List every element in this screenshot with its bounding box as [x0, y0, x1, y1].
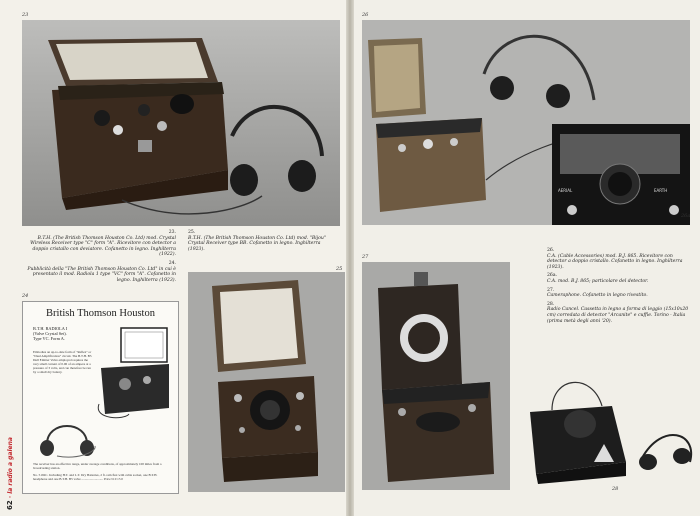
caption-25-number: 25.: [188, 230, 196, 235]
figure-28-number: 28: [612, 486, 619, 492]
caption-left-column: [22, 230, 176, 286]
caption-26-number: 26.: [547, 248, 555, 253]
photo-bth-bijou-receiver: [188, 272, 345, 492]
caption-25: [188, 230, 338, 255]
figure-23-number: 23: [22, 12, 29, 18]
ad-sub-form: Type VC. Form A.: [33, 336, 65, 341]
ad-illustration-receiver: [95, 324, 173, 420]
caption-right-column: [547, 248, 692, 327]
caption-26-text: C.A. (Cable Accessories) mod. B.J. 865. Ricevitore con detector a doppio cristallo. Cofanetto in legno. Inghilterra (1923).: [547, 253, 683, 270]
ad-body: Embodies an up-to-date form of "Reflex" or "Dual Amplification" circuit. The B.T.H. B5 Dull Emitter Valve employed requires the very small current of 0.06 of an ampere at a pressure of 3 volts, and can therefore be run by a small dry battery.: [33, 350, 92, 374]
caption-23-text: B.T.H. (The British Thomson Houston Co. Ltd) mod. Crystal Wireless Receiver type "C" form "A". Ricevitore con detector a doppio cristallo con deviatore. Cofanetto in legno. Inghilterra (1922).: [30, 235, 176, 258]
ad-sub-type: (Valve Crystal Set).: [33, 331, 67, 336]
caption-27-text: Cameraphone. Cofanetto in legno rivestito.: [547, 293, 648, 299]
ad-illustration-headphones: [37, 416, 97, 460]
caption-25-text: B.T.H. (The British Thomson Houston Co. Ltd) mod. "Bijou" Crystal Receiver type BB. Cofanetto in legno. Inghilterra (1923).: [188, 235, 326, 252]
page-gutter: [346, 0, 354, 516]
photo-ca-receiver: [362, 20, 690, 225]
caption-28-number: 28.: [547, 301, 555, 307]
detector-earth-label: EARTH: [654, 188, 668, 193]
figure-26-number: 26: [362, 12, 369, 18]
side-label: 62 · la radio a galena: [6, 437, 14, 510]
figure-27-number: 27: [362, 254, 369, 260]
ad-footer-range: The receiver has an effective range, under average conditions, of approximately 100 miles from a broadcasting station.: [33, 462, 162, 470]
ad-footer-price: No. 5192C. Including H.T. and L.T. Dry Batteries, 2 ft. rem flex with cable socket, one B.T.H. headphone and one B.T.H. B5 valve .......................... Price £10 15 0: [33, 473, 158, 481]
caption-27-number: 27.: [547, 287, 555, 293]
figure-26a-number: 26a: [681, 213, 691, 219]
caption-24-text: Pubblicità della "The British Thomson Houston Co. Ltd" in cui è presentato il mod. Radiola 1 type "VC" form "A". Cofanetto in legno. Inghilterra (1923).: [27, 266, 176, 283]
caption-28-text: Radio Cancel. Cassetta in legno a forma di leggio (15x10x20 cm) corredata di detector "Arcanite" e cuffie. Torino - Italia (prima metà degli anni '20).: [547, 307, 689, 324]
figure-24-number: 24: [22, 293, 29, 299]
ad-sub-model: B.T.H. RADIOLA I: [33, 326, 68, 331]
photo-cameraphone: [362, 262, 510, 490]
ad-footer: [33, 462, 171, 481]
caption-24-number: 24.: [168, 260, 176, 266]
advertisement-bth: [22, 301, 179, 494]
magazine-section-title: la radio a galena: [7, 437, 14, 494]
caption-26a-text: C.A. mod. B.J. 865; particolare del detector.: [547, 278, 649, 284]
ad-title: British Thomson Houston: [46, 308, 155, 319]
photo-radio-cancel: [522, 362, 698, 486]
detector-aerial-label: AERIAL: [558, 188, 573, 193]
ad-subtitle: [33, 326, 103, 341]
caption-26a-number: 26a.: [547, 273, 558, 279]
photo-bth-crystal-receiver: [22, 20, 340, 226]
page-number: 62: [6, 500, 14, 510]
caption-23-number: 23.: [168, 230, 176, 235]
figure-25-number: 25: [336, 266, 343, 272]
